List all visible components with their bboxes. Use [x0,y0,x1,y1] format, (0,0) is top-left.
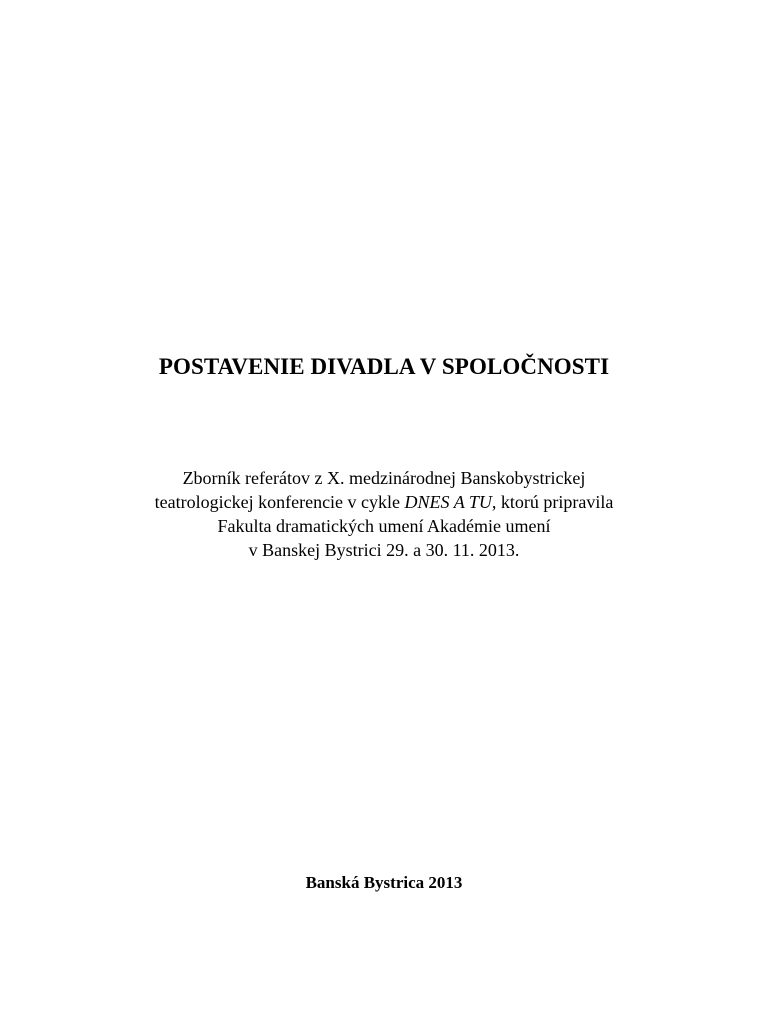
abstract-line-2 [60,490,708,514]
abstract-line-3: Fakulta dramatických umení Akadémie umení [217,516,551,536]
publication-place-year: Banská Bystrica 2013 [305,873,463,892]
document-abstract [60,466,708,562]
abstract-line-2-start: teatrologickej konferencie v cykle [154,492,405,512]
abstract-line-4: v Banskej Bystrici 29. a 30. 11. 2013. [248,540,520,560]
series-name: DNES A TU [404,492,492,512]
document-title: POSTAVENIE DIVADLA V SPOLOČNOSTI [158,354,610,379]
abstract-line-1: Zborník referátov z X. medzinárodnej Banskobystrickej [182,468,586,488]
abstract-line-2-end: , ktorú pripravila [491,492,614,512]
